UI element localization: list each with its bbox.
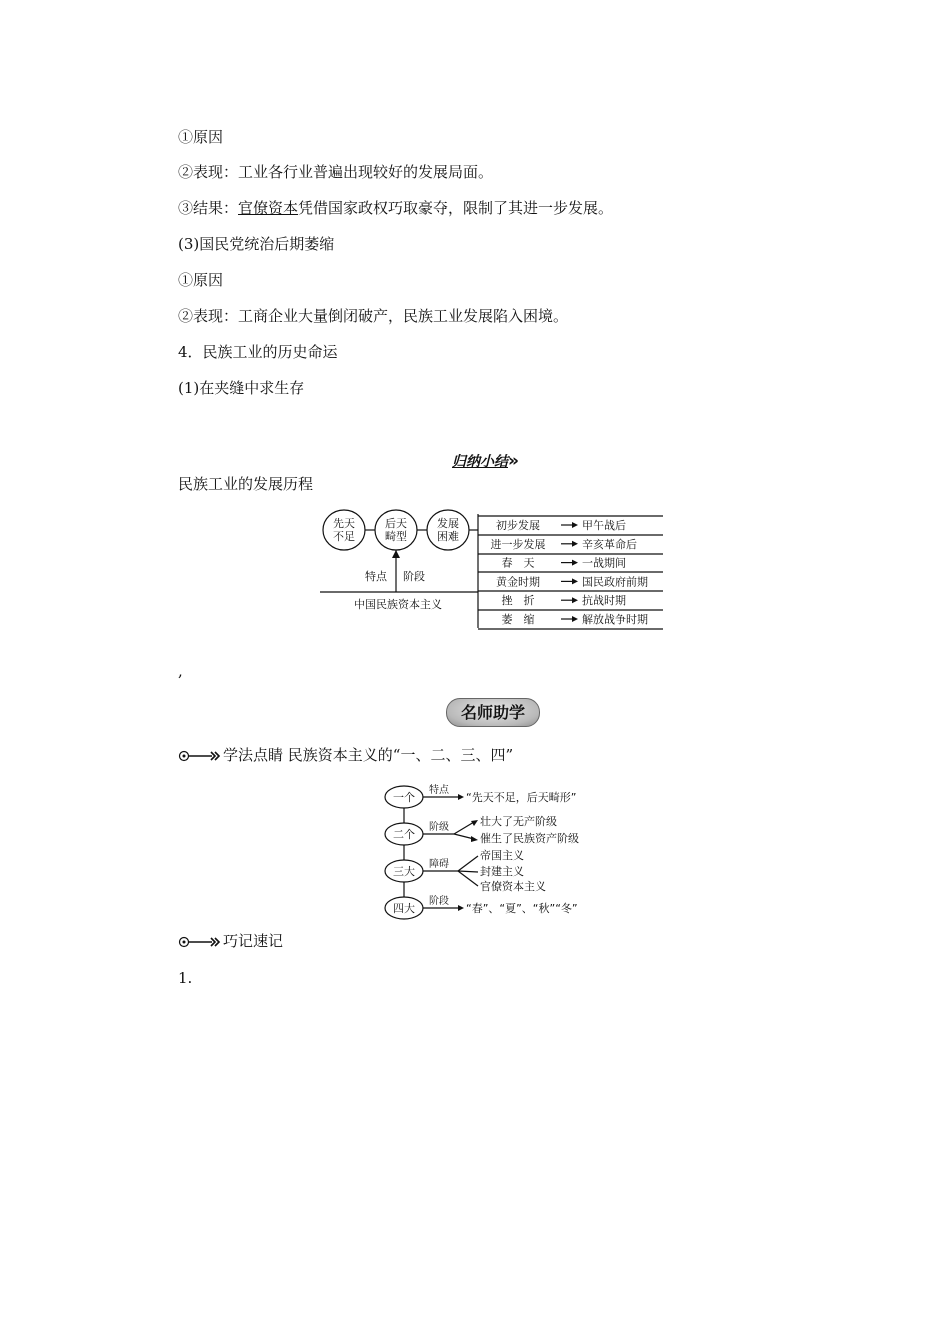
text-line-heading-4: 4．民族工业的历史命运 <box>178 343 338 361</box>
stage-name: 萎 缩 <box>501 613 535 626</box>
stray-comma: , <box>178 662 183 680</box>
circle-1-line-1: 先天 <box>333 517 355 530</box>
arrow-head-icon <box>572 616 578 622</box>
arrow-head-icon <box>572 541 578 547</box>
tip-line-1 <box>178 745 513 765</box>
text-line-performance-2: ②表现：工商企业大量倒闭破产，民族工业发展陷入困境。 <box>178 307 569 325</box>
stage-name: 春 天 <box>501 556 535 570</box>
edge-label-obstacle: 障碍 <box>429 859 449 870</box>
arrow-head-icon <box>572 597 578 603</box>
stage-period: 国民政府前期 <box>582 575 648 589</box>
stage-label: 阶段 <box>403 570 425 583</box>
tip-2-text: 巧记速记 <box>223 932 284 950</box>
edge-label-class: 阶级 <box>429 822 449 833</box>
circle-1-line-2: 不足 <box>333 530 355 543</box>
leaf-two-a: 壮大了无产阶级 <box>480 815 557 828</box>
node-one: 一个 <box>393 791 415 804</box>
text-line-performance-1: ②表现：工业各行业普遍出现较好的发展局面。 <box>178 163 494 181</box>
arrow-head-icon <box>572 560 578 566</box>
development-diagram <box>318 506 668 632</box>
stage-period: 解放战争时期 <box>582 613 648 626</box>
circle-3-line-2: 困难 <box>437 530 459 543</box>
stage-name: 进一步发展 <box>490 537 546 551</box>
double-chevron-icon: » <box>508 451 519 471</box>
target-arrow-icon <box>178 936 223 948</box>
stage-period: 抗战时期 <box>582 594 626 608</box>
text-line-result <box>178 198 613 218</box>
arrow-head-icon <box>572 522 578 528</box>
tip-line-2 <box>178 931 283 951</box>
tip-1-text: 学法点睛 民族资本主义的“一、二、三、四” <box>223 746 514 764</box>
leaf-four: “春”、“夏”、“秋”“冬” <box>466 902 578 915</box>
leaf-three-b: 封建主义 <box>480 865 524 878</box>
text-line-reason-1: ①原因 <box>178 128 224 146</box>
result-prefix: ③结果： <box>178 199 239 217</box>
text-line-heading-3: (3)国民党统治后期萎缩 <box>178 235 335 253</box>
leaf-two-b: 催生了民族资产阶级 <box>480 832 579 845</box>
node-three: 三大 <box>393 865 415 878</box>
edge-label-feature: 特点 <box>429 785 449 796</box>
result-suffix: 凭借国家政权巧取豪夺，限制了其进一步发展。 <box>298 199 614 217</box>
bureaucratic-capital-term: 官僚资本 <box>238 199 299 217</box>
stage-period: 甲午战后 <box>582 519 626 532</box>
arrow-head-icon <box>572 578 578 584</box>
circle-2-line-2: 畸型 <box>385 530 407 543</box>
leaf-three-a: 帝国主义 <box>480 849 524 862</box>
edge-label-stage: 阶段 <box>429 896 449 907</box>
node-two: 二个 <box>393 828 415 841</box>
stage-name: 黄金时期 <box>496 575 540 589</box>
circle-3-line-1: 发展 <box>437 517 459 530</box>
summary-title: 民族工业的发展历程 <box>178 475 314 493</box>
text-line-reason-2: ①原因 <box>178 271 224 289</box>
teacher-help-banner: 名师助学 <box>446 698 540 727</box>
circle-2-line-1: 后天 <box>385 517 407 530</box>
target-arrow-icon <box>178 750 223 762</box>
stage-name: 初步发展 <box>496 519 540 532</box>
feature-label: 特点 <box>365 570 387 583</box>
summary-banner-text: 归纳小结 <box>452 454 508 470</box>
stage-period: 辛亥革命后 <box>582 537 637 551</box>
base-label: 中国民族资本主义 <box>354 598 442 611</box>
text-line-number-1: 1. <box>178 969 193 987</box>
stage-period: 一战期间 <box>582 556 626 570</box>
leaf-three-c: 官僚资本主义 <box>480 880 546 893</box>
leaf-one: “先天不足，后天畸形” <box>466 791 577 804</box>
stage-name: 挫 折 <box>501 594 535 608</box>
node-four: 四大 <box>393 902 415 915</box>
text-line-heading-4-1: (1)在夹缝中求生存 <box>178 379 305 397</box>
four-points-diagram <box>382 780 604 926</box>
summary-banner <box>452 451 519 471</box>
